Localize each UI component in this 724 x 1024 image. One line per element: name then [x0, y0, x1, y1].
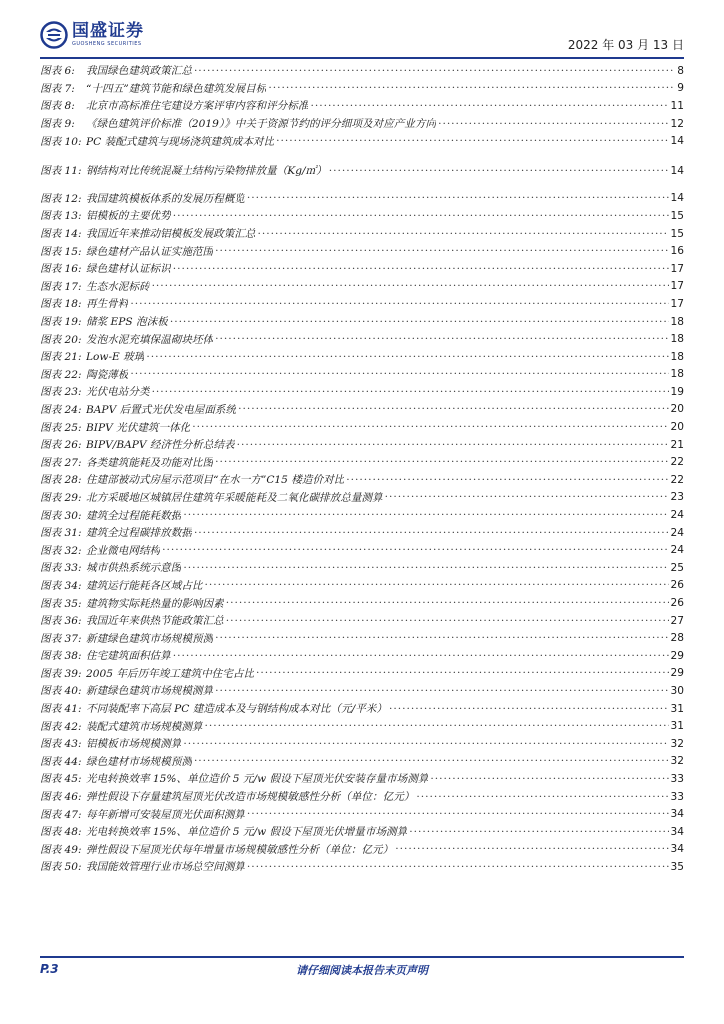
toc-leader-dots	[256, 667, 668, 679]
toc-entry-label: 图表 30:	[40, 509, 82, 522]
toc-entry[interactable]	[40, 313, 684, 331]
toc-entry-title: 光电转换效率 15%、单位造价 5 元/w 假设下屋顶光伏安装存量市场测算	[86, 773, 429, 786]
toc-leader-dots	[183, 509, 668, 521]
toc-entry[interactable]	[40, 506, 684, 524]
toc-entry[interactable]	[40, 330, 684, 348]
toc-entry[interactable]	[40, 612, 684, 630]
toc-entry-label: 图表 10:	[40, 135, 82, 148]
toc-leader-dots	[438, 118, 668, 130]
toc-entry[interactable]	[40, 278, 684, 296]
toc-entry-title: BIPV 光伏建筑一体化	[86, 421, 191, 434]
toc-entry-page: 19	[670, 385, 684, 398]
footer-divider	[40, 956, 684, 958]
toc-entry-title: 北京市高标准住宅建设方案评审内容和评分标准	[86, 100, 309, 113]
toc-entry-label: 图表 18:	[40, 298, 82, 311]
toc-leader-dots	[130, 368, 668, 380]
toc-entry-label: 图表 38:	[40, 650, 82, 663]
toc-leader-dots	[247, 861, 669, 873]
toc-entry-title: 光伏电站分类	[86, 386, 150, 399]
toc-leader-dots	[258, 228, 669, 240]
toc-entry[interactable]	[40, 559, 684, 577]
toc-entry-title: BIPV/BAPV 经济性分析总结表	[86, 439, 235, 452]
report-date: 2022 年 03 月 13 日	[567, 38, 684, 52]
toc-entry-page: 32	[670, 755, 684, 768]
toc-entry[interactable]	[40, 132, 684, 150]
toc-leader-dots	[152, 386, 669, 398]
toc-entry-title: 建筑全过程碳排放数据	[86, 527, 192, 540]
toc-leader-dots	[237, 439, 669, 451]
toc-entry[interactable]	[40, 541, 684, 559]
toc-entry-page: 28	[670, 632, 684, 645]
toc-entry[interactable]	[40, 805, 684, 823]
toc-entry-title: 铝模板的主要优势	[86, 210, 171, 223]
toc-entry-title: 住建部被动式房屋示范项目“在水一方”C15 楼造价对比	[86, 474, 345, 487]
toc-entry-label: 图表 42:	[40, 720, 82, 733]
toc-entry[interactable]	[40, 97, 684, 115]
toc-leader-dots	[205, 720, 669, 732]
toc-entry-title: 每年新增可安装屋顶光伏面积测算	[86, 808, 245, 821]
toc-leader-dots	[173, 263, 669, 275]
toc-entry-label: 图表 48:	[40, 826, 82, 839]
toc-entry[interactable]	[40, 348, 684, 366]
toc-entry-title: 绿色建材认证标识	[86, 263, 171, 276]
toc-entry[interactable]	[40, 162, 684, 180]
toc-entry-title: 绿色建材产品认证实施范围	[86, 245, 214, 258]
toc-entry-title: “十四五”建筑节能和绿色建筑发展目标	[86, 82, 267, 95]
toc-entry-label: 图表 37:	[40, 632, 82, 645]
toc-entry[interactable]	[40, 735, 684, 753]
toc-entry-title: 铝模板市场规模测算	[86, 738, 182, 751]
toc-entry-page: 18	[670, 368, 684, 381]
toc-entry-page: 14	[670, 192, 684, 205]
toc-entry-title: 住宅建筑面积估算	[86, 650, 171, 663]
toc-entry-title: 弹性假设下存量建筑屋顶光伏改造市场规模敏感性分析（单位：亿元）	[86, 791, 415, 804]
toc-entry-page: 24	[670, 509, 684, 522]
toc-entry-label: 图表 14:	[40, 228, 82, 241]
toc-entry-page: 33	[670, 790, 684, 803]
toc-leader-dots	[346, 474, 668, 486]
toc-entry-label: 图表 27:	[40, 456, 82, 469]
toc-leader-dots	[226, 597, 669, 609]
toc-leader-dots	[276, 135, 668, 147]
toc-entry-label: 图表 17:	[40, 280, 82, 293]
toc-entry-title: 弹性假设下屋顶光伏每年增量市场规模敏感性分析（单位：亿元）	[86, 843, 394, 856]
toc-entry-title: 各类建筑能耗及功能对比图	[86, 456, 214, 469]
toc-entry[interactable]	[40, 753, 684, 771]
brand-name-cn: 国盛证券	[72, 21, 144, 41]
toc-entry-label: 图表 47:	[40, 808, 82, 821]
toc-entry[interactable]	[40, 823, 684, 841]
toc-entry-page: 11	[670, 99, 684, 112]
toc-entry-page: 31	[670, 720, 684, 733]
toc-entry-label: 图表 9:	[40, 118, 75, 131]
toc-entry[interactable]	[40, 453, 684, 471]
toc-entry-label: 图表 12:	[40, 192, 82, 205]
toc-entry[interactable]	[40, 682, 684, 700]
page-number: P.3	[40, 962, 59, 976]
toc-entry-page: 34	[670, 843, 684, 856]
toc-entry-page: 20	[670, 421, 684, 434]
toc-entry-title: 光电转换效率 15%、单位造价 5 元/w 假设下屋顶光伏增量市场测算	[86, 826, 408, 839]
brand-name-en: GUOSHENG SECURITIES	[72, 41, 142, 47]
toc-entry-label: 图表 43:	[40, 738, 82, 751]
toc-entry-page: 18	[670, 350, 684, 363]
toc-entry-title: 建筑运行能耗各区域占比	[86, 579, 203, 592]
toc-entry[interactable]	[40, 115, 684, 133]
toc-entry-label: 图表 6:	[40, 65, 75, 78]
toc-leader-dots	[146, 351, 668, 363]
toc-leader-dots	[152, 280, 669, 292]
toc-entry-label: 图表 44:	[40, 755, 82, 768]
toc-leader-dots	[215, 685, 668, 697]
toc-leader-dots	[215, 632, 668, 644]
toc-entry[interactable]	[40, 665, 684, 683]
toc-entry[interactable]	[40, 225, 684, 243]
toc-entry-label: 图表 29:	[40, 491, 82, 504]
toc-entry-page: 34	[670, 808, 684, 821]
toc-entry-title: 企业微电网结构	[86, 544, 161, 557]
toc-entry[interactable]	[40, 62, 684, 80]
toc-leader-dots	[130, 298, 668, 310]
toc-entry-title: 我国建筑模板体系的发展历程概览	[86, 192, 245, 205]
toc-entry-page: 23	[670, 491, 684, 504]
toc-entry-label: 图表 33:	[40, 562, 82, 575]
toc-entry-page: 14	[670, 135, 684, 148]
toc-entry-title: 钢结构对比传统混凝土结构污染物排放量（Kg/㎡）	[86, 165, 327, 178]
toc-leader-dots	[215, 456, 668, 468]
toc-entry-title: 绿色建材市场规模预测	[86, 755, 192, 768]
toc-entry-label: 图表 26:	[40, 439, 82, 452]
toc-entry-label: 图表 28:	[40, 474, 82, 487]
toc-entry[interactable]	[40, 436, 684, 454]
toc-entry-title: BAPV 后置式光伏发电屋面系统	[86, 403, 237, 416]
toc-entry-title: 2005 年后历年竣工建筑中住宅占比	[86, 667, 255, 680]
toc-entry-label: 图表 35:	[40, 597, 82, 610]
toc-entry-title: 再生骨料	[86, 298, 129, 311]
toc-entry-label: 图表 50:	[40, 861, 82, 874]
toc-entry[interactable]	[40, 577, 684, 595]
toc-entry[interactable]	[40, 594, 684, 612]
disclaimer-note: 请仔细阅读本报告末页声明	[296, 964, 428, 977]
toc-entry-title: 不同装配率下高层 PC 建造成本及与钢结构成本对比（元/平米）	[86, 703, 387, 716]
toc-entry[interactable]	[40, 629, 684, 647]
toc-entry-label: 图表 8:	[40, 100, 75, 113]
brand-logo	[40, 20, 144, 50]
toc-entry-label: 图表 7:	[40, 82, 75, 95]
toc-entry[interactable]	[40, 242, 684, 260]
toc-leader-dots	[247, 808, 669, 820]
toc-entry-title: 新建绿色建筑市场规模测算	[86, 685, 214, 698]
toc-entry-title: 我国近年来推动铝模板发展政策汇总	[86, 228, 256, 241]
toc-entry-title: 建筑全过程能耗数据	[86, 509, 182, 522]
toc-leader-dots	[183, 738, 668, 750]
toc-entry[interactable]	[40, 401, 684, 419]
toc-entry-page: 17	[670, 262, 684, 275]
toc-entry-label: 图表 31:	[40, 527, 82, 540]
toc-entry[interactable]	[40, 80, 684, 98]
toc-entry-page: 16	[670, 245, 684, 258]
toc-entry-title: 城市供热系统示意图	[86, 562, 182, 575]
header-divider	[40, 57, 684, 59]
toc-entry-title: 我国近年来供热节能政策汇总	[86, 615, 224, 628]
toc-leader-dots	[192, 421, 668, 433]
toc-entry-title: Low-E 玻璃	[86, 351, 145, 364]
toc-entry-label: 图表 49:	[40, 843, 82, 856]
toc-leader-dots	[389, 703, 669, 715]
toc-entry-label: 图表 25:	[40, 421, 82, 434]
toc-entry-page: 31	[670, 702, 684, 715]
toc-entry-title: 生态水泥标砖	[86, 280, 150, 293]
figure-index	[40, 62, 684, 876]
toc-entry-page: 22	[670, 473, 684, 486]
toc-leader-dots	[215, 245, 668, 257]
toc-entry[interactable]	[40, 207, 684, 225]
toc-entry-page: 8	[677, 64, 684, 77]
toc-leader-dots	[162, 544, 668, 556]
toc-entry-label: 图表 19:	[40, 316, 82, 329]
toc-leader-dots	[194, 527, 669, 539]
toc-leader-dots	[173, 650, 669, 662]
toc-entry-page: 21	[670, 438, 684, 451]
toc-entry-title: PC 装配式建筑与现场浇筑建筑成本对比	[86, 135, 275, 148]
toc-entry-title: 我国能效管理行业市场总空间测算	[86, 861, 245, 874]
toc-entry-title: 陶瓷薄板	[86, 368, 129, 381]
toc-leader-dots	[430, 773, 668, 785]
toc-entry[interactable]	[40, 858, 684, 876]
toc-entry[interactable]	[40, 700, 684, 718]
toc-entry[interactable]	[40, 489, 684, 507]
toc-entry-label: 图表 45:	[40, 773, 82, 786]
toc-entry-page: 22	[670, 456, 684, 469]
toc-entry[interactable]	[40, 295, 684, 313]
toc-entry-page: 17	[670, 297, 684, 310]
toc-entry[interactable]	[40, 841, 684, 859]
toc-leader-dots	[329, 165, 669, 177]
toc-entry-page: 20	[670, 403, 684, 416]
toc-entry-page: 12	[670, 117, 684, 130]
toc-entry-label: 图表 40:	[40, 685, 82, 698]
toc-entry[interactable]	[40, 788, 684, 806]
toc-entry-title: 建筑物实际耗热量的影响因素	[86, 597, 224, 610]
toc-entry-page: 17	[670, 280, 684, 293]
toc-entry-page: 26	[670, 579, 684, 592]
toc-entry-page: 33	[670, 772, 684, 785]
toc-entry-title: 储浆 EPS 泡沫板	[86, 316, 168, 329]
toc-entry[interactable]	[40, 647, 684, 665]
toc-entry-page: 29	[670, 667, 684, 680]
toc-entry-page: 32	[670, 737, 684, 750]
toc-entry-label: 图表 20:	[40, 333, 82, 346]
toc-entry-page: 29	[670, 649, 684, 662]
toc-entry[interactable]	[40, 770, 684, 788]
toc-entry-title: 北方采暖地区城镇居住建筑年采暖能耗及二氧化碳排放总量测算	[86, 491, 383, 504]
toc-entry-title: 我国绿色建筑政策汇总	[86, 65, 192, 78]
toc-entry-page: 14	[670, 164, 684, 177]
toc-entry-page: 35	[670, 860, 684, 873]
toc-entry-page: 24	[670, 526, 684, 539]
toc-leader-dots	[170, 316, 669, 328]
toc-entry-title: 新建绿色建筑市场规模预测	[86, 632, 214, 645]
toc-leader-dots	[194, 755, 669, 767]
toc-entry-title: 发泡水泥充填保温砌块坯体	[86, 333, 214, 346]
toc-leader-dots	[409, 826, 668, 838]
toc-leader-dots	[183, 562, 668, 574]
page-header	[40, 20, 684, 58]
toc-entry-label: 图表 21:	[40, 351, 82, 364]
toc-entry-label: 图表 36:	[40, 615, 82, 628]
toc-entry-title: 装配式建筑市场规模测算	[86, 720, 203, 733]
toc-entry-page: 9	[677, 82, 684, 95]
toc-leader-dots	[268, 82, 675, 94]
toc-entry-label: 图表 41:	[40, 703, 82, 716]
toc-entry-page: 26	[670, 597, 684, 610]
toc-leader-dots	[205, 579, 669, 591]
toc-entry-label: 图表 24:	[40, 403, 82, 416]
toc-leader-dots	[310, 100, 668, 112]
toc-leader-dots	[385, 491, 669, 503]
toc-leader-dots	[416, 791, 668, 803]
toc-entry-label: 图表 39:	[40, 667, 82, 680]
toc-leader-dots	[215, 333, 668, 345]
toc-entry-page: 18	[670, 315, 684, 328]
toc-leader-dots	[238, 403, 668, 415]
toc-entry-page: 27	[670, 614, 684, 627]
toc-leader-dots	[247, 192, 669, 204]
toc-entry-page: 34	[670, 825, 684, 838]
toc-leader-dots	[395, 843, 668, 855]
toc-entry[interactable]	[40, 418, 684, 436]
toc-leader-dots	[226, 615, 669, 627]
toc-entry-page: 24	[670, 544, 684, 557]
toc-entry[interactable]	[40, 717, 684, 735]
toc-leader-dots	[173, 210, 669, 222]
guosheng-logo-icon	[40, 21, 68, 49]
toc-entry-page: 18	[670, 333, 684, 346]
toc-entry-label: 图表 34:	[40, 579, 82, 592]
toc-entry[interactable]	[40, 383, 684, 401]
toc-entry[interactable]	[40, 471, 684, 489]
toc-entry-label: 图表 13:	[40, 210, 82, 223]
toc-entry[interactable]	[40, 524, 684, 542]
toc-entry-label: 图表 23:	[40, 386, 82, 399]
toc-entry-title: 《绿色建筑评价标准（2019）》中关于资源节约的评分细项及对应产业方向	[86, 118, 437, 131]
toc-entry[interactable]	[40, 190, 684, 208]
toc-entry-label: 图表 15:	[40, 245, 82, 258]
toc-entry-label: 图表 32:	[40, 544, 82, 557]
toc-entry-page: 15	[670, 209, 684, 222]
toc-entry-page: 25	[670, 561, 684, 574]
toc-leader-dots	[194, 65, 675, 77]
toc-entry-label: 图表 46:	[40, 791, 82, 804]
toc-entry-page: 15	[670, 227, 684, 240]
toc-entry-label: 图表 11:	[40, 165, 82, 178]
toc-entry-label: 图表 16:	[40, 263, 82, 276]
toc-entry-page: 30	[670, 684, 684, 697]
toc-entry-label: 图表 22:	[40, 368, 82, 381]
toc-entry[interactable]	[40, 366, 684, 384]
toc-entry[interactable]	[40, 260, 684, 278]
